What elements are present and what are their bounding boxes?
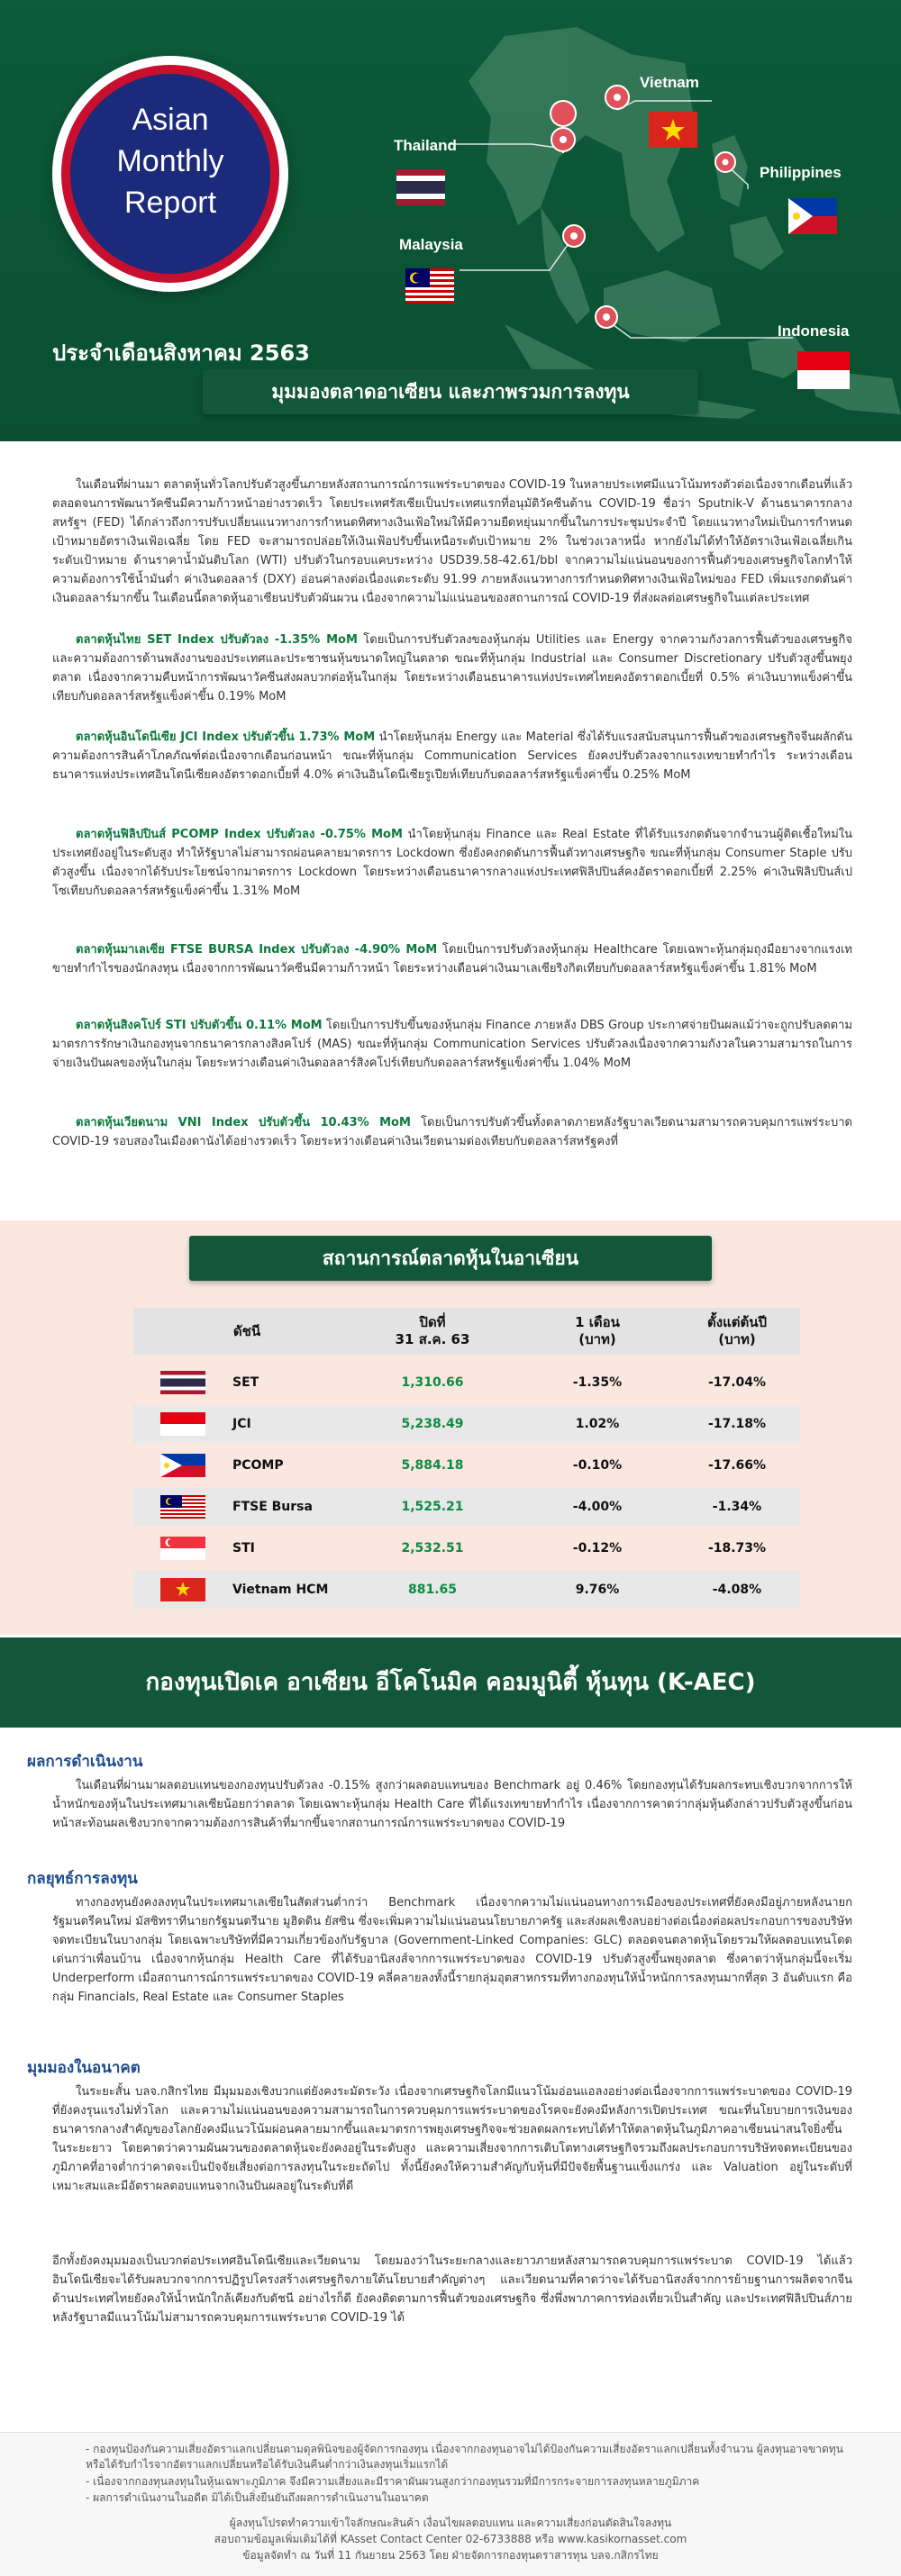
- label-thailand: Thailand: [394, 137, 457, 154]
- thailand-flag-icon: [160, 1371, 205, 1394]
- performance-paragraph: [52, 1776, 852, 1833]
- footer-note-1: - กองทุนป้องกันความเสี่ยงอัตราแลกเปลี่ยนตามดุลพินิจของผู้จัดการกองทุน เนื่องจากกองทุนอาจไม่ได้ป้องกันความเสี่ยงอัตราแลกเปลี่ยนทั้งจำนวน ผู้ลงทุนอาจขาดทุนหรือได้รับกำไรจากอัตราแลกเปลี่ยนหรือได้รับเงินคืนต่ำกว่าเงินลงทุนเริ่มแรกได้: [86, 2443, 843, 2471]
- footer-contact-2: สอบถามข้อมูลเพิ่มเติมได้ที่ KAsset Contact Center 02-6733888 หรือ www.kasikornasset.com: [214, 2533, 687, 2545]
- market-item-lead: ตลาดหุ้นเวียดนาม VNI Index ปรับตัวขึ้น 10.43% MoM: [76, 1116, 411, 1129]
- row-index-name: STI: [232, 1541, 255, 1556]
- indonesia-flag-icon: [160, 1412, 205, 1436]
- market-item-text: นำโดยหุ้นกลุ่ม Finance และ Real Estate ที่ได้รับแรงกดดันจากจำนวนผู้ติดเชื้อใหม่ในประเทศยังอยู่ในระดับสูง ทำให้รัฐบาลไม่สามารถผ่อนคลายมาตรการ Lockdown ซึ่งยังคงกดดันการฟื้นตัวทางเศรษฐกิจ ขณะที่หุ้นกลุ่ม Consumer Staple ปรับตัวสูงขึ้น เนื่องจากได้รับประโยชน์จากมาตรการ Lockdown โดยระหว่างเดือนธนาคารกลางแห่งประเทศฟิลิปปินส์คงอัตราดอกเบี้ยที่ 2.25% ค่าเงินฟิลิปปินส์เปโซเทียบกับดอลลาร์สหรัฐแข็งค่าขึ้น 1.31% MoM: [52, 828, 853, 898]
- row-ytd-value: -17.66%: [707, 1458, 767, 1473]
- row-close-value: 2,532.51: [401, 1541, 464, 1556]
- row-ytd-value: -17.18%: [707, 1417, 767, 1431]
- row-close-value: 1,310.66: [401, 1375, 464, 1390]
- row-index-name: PCOMP: [232, 1458, 284, 1473]
- outlook-text-2: อีกทั้งยังคงมุมมองเป็นบวกต่อประเทศอินโดนีเซียและเวียดนาม โดยมองว่าในระยะกลางและยาวภายหลังสามารถควบคุมการแพร่ระบาด COVID-19 ได้แล้ว อินโดนีเซียจะได้รับผลบวกจากการปฏิรูปโครงสร้างเศรษฐกิจภายใต้นโยบายสำคัญต่างๆ และเวียดนามที่คาดว่าจะได้รับอานิสงส์จากการย้ายฐานการผลิตจากจีน ด้านประเทศไทยยังคงให้น้ำหนักใกล้เคียงกับดัชนี อย่างไรก็ดี ยังคงติดตามการฟื้นตัวของเศรษฐกิจ ซึ่งพึ่งพาภาคการท่องเที่ยวเป็นสำคัญ และประเทศฟิลิปปินส์ภายหลังรัฐบาลมีแนวโน้มไม่สามารถควบคุมการแพร่ระบาด COVID-19 ได้: [52, 2254, 852, 2325]
- market-item-text: โดยเป็นการปรับตัวขึ้นทั้งตลาดภายหลังรัฐบาลเวียดนามสามารถควบคุมการแพร่ระบาด COVID-19 รอบสองในเมืองดานังได้อย่างรวดเร็ว โดยระหว่างเดือนค่าเงินเวียดนามด่องเทียบกับดอลลาร์สหรัฐคงที่: [52, 1116, 852, 1148]
- indonesia-flag-icon: [797, 351, 850, 389]
- col-ytd: ตั้งแต่ต้นปี (บาท): [707, 1314, 767, 1347]
- malaysia-flag-icon: [160, 1495, 205, 1519]
- thailand-flag-icon: [396, 169, 445, 205]
- report-badge: [52, 56, 288, 292]
- footer-note-3: - ผลการดำเนินงานในอดีต มิได้เป็นสิ่งยืนยันถึงผลการดำเนินงานในอนาคต: [86, 2491, 429, 2504]
- strategy-text: ทางกองทุนยังคงลงทุนในประเทศมาเลเซียในสัดส่วนต่ำกว่า Benchmark เนื่องจากความไม่แน่นอนทางการเมืองของประเทศที่ยังคงมีอยู่ภายหลังนายกรัฐมนตรีคนใหม่ มัสซิทราทีนายกรัฐมนตรีนาย มูฮิดดิน ยัสซิน ซึ่งจะเพิ่มความไม่แน่นอนนโยบายภาครัฐ และส่งผลเชิงลบอย่างต่อเนื่องต่อผลประกอบการของบริษัทจดทะเบียนในบางกลุ่ม โดยเฉพาะบริษัทที่มีความเกี่ยวข้องกับรัฐบาล (Government-Linked Companies: GLC) ตลอดจนตลาดหุ้นโดยรวมให้ผลตอบแทนโดดเด่นกว่าเพื่อนบ้าน เนื่องจากหุ้นกลุ่ม Health Care ที่ได้รับอานิสงส์จากการแพร่ระบาดของ COVID-19 ปรับตัวสูงขึ้นพยุงตลาด ซึ่งคาดว่าหุ้นกลุ่มนี้จะเริ่ม Underperform เมื่อสถานการณ์การแพร่ระบาดของ COVID-19 คลี่คลายลงทั้งนี้รายกลุ่มอุตสาหกรรมที่ทางกองทุนให้น้ำหนักการลงทุนมากที่สุด 3 อันดับแรก คือ กลุ่ม Financials, Real Estate และ Consumer Staples: [52, 1896, 852, 2004]
- row-ytd-value: -18.73%: [707, 1541, 767, 1556]
- singapore-flag-icon: [160, 1537, 205, 1560]
- row-close-value: 5,238.49: [401, 1417, 464, 1431]
- row-ytd-value: -4.08%: [712, 1583, 762, 1597]
- performance-heading: ผลการดำเนินงาน: [27, 1753, 143, 1771]
- report-badge-title: [52, 99, 288, 223]
- col-index: ดัชนี: [232, 1322, 261, 1339]
- footer-note-2: - เนื่องจากกองทุนลงทุนในหุ้นเฉพาะภูมิภาค จึงมีความเสี่ยงและมีราคาผันผวนสูงกว่ากองทุนรวมที่มีการกระจายการลงทุนหลายภูมิภาค: [86, 2475, 700, 2488]
- col-close: ปิดที่ 31 ส.ค. 63: [395, 1314, 470, 1347]
- market-item-singapore: [52, 1016, 852, 1073]
- outlook-paragraph-2: [52, 2252, 852, 2327]
- market-item-lead: ตลาดหุ้นอินโดนีเซีย JCI Index ปรับตัวขึ้น 1.73% MoM: [76, 730, 376, 744]
- market-item-vietnam: [52, 1113, 852, 1151]
- table-row-jci: [133, 1405, 800, 1443]
- outlook-paragraph-1: [52, 2082, 852, 2196]
- row-mom-value: -0.10%: [572, 1458, 623, 1473]
- outlook-text-1: ในระยะสั้น บลจ.กสิกรไทย มีมุมมองเชิงบวกแต่ยังคงระมัดระวัง เนื่องจากเศรษฐกิจโลกมีแนวโน้มอ่อนแอลงอย่างต่อเนื่องจากการแพร่ระบาดของ COVID-19 ที่ยังคงรุนแรงไม่ทั่วโลก และความไม่แน่นอนของความสามารถในการควบคุมการแพร่ระบาดของโรคจะยังคงมีหลังการเปิดประเทศ ขณะที่นโยบายการเงินของธนาคารกลางสำคัญของโลกยังคงมีแนวโน้มผ่อนคลายมากขึ้นและมาตรการพยุงเศรษฐกิจจะช่วยลดผลกระทบได้ทำให้ตลาดหุ้นในภูมิภาคอาเซียนน่าสนใจยิ่งขึ้นในระยะยาว โดยคาดว่าความผันผวนของตลาดหุ้นจะยังคงอยู่ในระดับสูง และความเสี่ยงจากการเติบโตทางเศรษฐกิจรวมถึงผลประกอบการบริษัทจดทะเบียนของภูมิภาคที่อาจต่ำกว่าคาดจะเป็นปัจจัยเสี่ยงต่อการลงทุนในระยะถัดไป ทั้งนี้ยังคงให้ความสำคัญกับหุ้นที่มีปัจจัยพื้นฐานแข็งแกร่ง และ Valuation อยู่ในระดับที่เหมาะสมและมีอัตราผลตอบแทนจากเงินปันผลอยู่ในระดับที่ดี: [52, 2085, 852, 2193]
- strategy-paragraph: [52, 1893, 852, 2007]
- market-item-lead: ตลาดหุ้นฟิลิปปินส์ PCOMP Index ปรับตัวลง -0.75% MoM: [76, 828, 403, 841]
- label-indonesia: Indonesia: [778, 322, 850, 340]
- row-close-value: 881.65: [407, 1583, 458, 1597]
- row-mom-value: -4.00%: [572, 1500, 623, 1514]
- row-ytd-value: -1.34%: [712, 1500, 762, 1514]
- footer-contact-1: ผู้ลงทุนโปรดทำความเข้าใจลักษณะสินค้า เงื่อนไขผลตอบแทน และความเสี่ยงก่อนตัดสินใจลงทุน: [229, 2517, 672, 2529]
- philippines-flag-icon: [788, 198, 837, 234]
- row-mom-value: 9.76%: [575, 1583, 620, 1597]
- market-view-header: มุมมองตลาดอาเซียน และภาพรวมการลงทุน: [203, 369, 698, 414]
- market-intro-text: ในเดือนที่ผ่านมา ตลาดหุ้นทั่วโลกปรับตัวสูงขึ้นภายหลังสถานการณ์การแพร่ระบาดของ COVID-19 ในหลายประเทศมีแนวโน้มทรงตัวต่อเนื่องจากเดือนที่แล้ว ตลอดจนการพัฒนาวัคซีนมีความก้าวหน้าอย่างรวดเร็ว โดยประเทศรัสเซียเป็นประเทศแรกที่อนุมัติวัคซีนต้าน COVID-19 ชื่อว่า Sputnik-V ด้านธนาคารกลางสหรัฐฯ (FED) ได้กล่าวถึงการปรับเปลี่ยนแนวทางการกำหนดทิศทางเงินเฟ้อใหม่ให้มีความยืดหยุ่นมากขึ้นในการประชุมประจำปี โดยแนวทางใหม่เป็นการกำหนดเป้าหมายอัตราเงินเฟ้อเฉลี่ย โดย FED จะสามารถปล่อยให้เงินเฟ้อปรับขึ้นเหนือระดับเป้าหมาย 2% ในช่วงเวลาหนึ่ง หากยังไม่ได้ทำให้อัตราเงินเฟ้อเฉลี่ยเกินระดับเป้าหมาย ด้านราคาน้ำมันดิบโลก (WTI) ปรับตัวในกรอบแคบระหว่าง USD39.58-42.61/bbl จากความไม่แน่นอนของการฟื้นตัวของเศรษฐกิจโลกทำให้ความต้องการใช้น้ำมันต่ำ ค่าเงินดอลลาร์ (DXY) อ่อนค่าลงต่อเนื่องแตะระดับ 91.99 ภายหลังแนวทางการกำหนดทิศทางเงินเฟ้อใหม่ของ FED เพิ่มแรงกดดันค่าเงินดอลลาร์มากขึ้น ในเดือนนี้ตลาดหุ้นอาเซียนปรับตัวผันผวน เนื่องจากความไม่แน่นอนของสถานการณ์ COVID-19 ที่ส่งผลต่อเศรษฐกิจในแต่ละประเทศ: [52, 478, 852, 605]
- footer: [0, 2432, 901, 2576]
- table-row-sti: [133, 1529, 800, 1567]
- row-mom-value: -0.12%: [572, 1541, 623, 1556]
- market-item-lead: ตลาดหุ้นไทย SET Index ปรับตัวลง -1.35% MoM: [76, 633, 358, 647]
- row-index-name: SET: [232, 1375, 259, 1390]
- market-item-text: โดยเป็นการปรับตัวลงหุ้นกลุ่ม Healthcare โดยเฉพาะหุ้นกลุ่มถุงมือยางจากแรงเทขายทำกำไรของนักลงทุน เนื่องจากการพัฒนาวัคซีนมีความก้าวหน้า โดยระหว่างเดือนค่าเงินมาเลเซียริงกิตเทียบกับดอลลาร์สหรัฐแข็งค่าขึ้น 1.81% MoM: [52, 943, 852, 975]
- fund-title: กองทุนเปิดเค อาเซียน อีโคโนมิค คอมมูนิตี้ หุ้นทุน (K-AEC): [145, 1669, 756, 1696]
- col-mom: 1 เดือน (บาท): [575, 1314, 620, 1347]
- badge-line-2: Monthly: [116, 144, 224, 178]
- row-mom-value: 1.02%: [575, 1417, 620, 1431]
- outlook-heading: มุมมองในอนาคต: [27, 2059, 141, 2077]
- report-date: ประจำเดือนสิงหาคม 2563: [52, 340, 310, 366]
- market-item-malaysia: [52, 940, 852, 978]
- table-row-vietnam-hcm: [133, 1571, 800, 1609]
- vietnam-flag-icon: [649, 112, 697, 148]
- market-item-thailand: [52, 630, 852, 706]
- badge-line-1: Asian: [132, 103, 209, 137]
- market-table-header: สถานการณ์ตลาดหุ้นในอาเซียน: [189, 1236, 712, 1281]
- row-close-value: 1,525.21: [401, 1500, 464, 1514]
- label-malaysia: Malaysia: [399, 236, 463, 253]
- market-item-lead: ตลาดหุ้นสิงคโปร์ STI ปรับตัวขึ้น 0.11% MoM: [76, 1019, 323, 1032]
- table-row-ftse-bursa: [133, 1488, 800, 1526]
- vietnam-flag-icon: [160, 1578, 205, 1601]
- row-close-value: 5,884.18: [401, 1458, 464, 1473]
- table-row-pcomp: [133, 1447, 800, 1484]
- philippines-flag-icon: [160, 1454, 205, 1477]
- row-index-name: Vietnam HCM: [232, 1583, 329, 1597]
- market-item-text: นำโดยหุ้นกลุ่ม Energy และ Material ซึ่งได้รับแรงสนับสนุนการฟื้นตัวของเศรษฐกิจจีนผลักดันความต้องการสินค้าโภคภัณฑ์ต่อเนื่องจากเดือนก่อนหน้า ขณะที่หุ้นกลุ่ม Communication Services ยังคงปรับตัวลงจากแรงเทขายทำกำไร ระหว่างเดือนธนาคารแห่งประเทศอินโดนีเซียคงอัตราดอกเบี้ยที่ 4.0% ค่าเงินอินโดนีเซียรูเปียห์เทียบกับดอลลาร์สหรัฐแข็งค่าขึ้น 0.25% MoM: [52, 730, 852, 782]
- fund-banner: [0, 1637, 901, 1728]
- table-row-set: [133, 1364, 800, 1401]
- row-ytd-value: -17.04%: [707, 1375, 767, 1390]
- footer-contact-3: ข้อมูลจัดทำ ณ วันที่ 11 กันยายน 2563 โดย ฝ่ายจัดการกองทุนตราสารทุน บลจ.กสิกรไทย: [242, 2549, 659, 2562]
- market-item-philippines: [52, 825, 852, 901]
- market-item-text: โดยเป็นการปรับขึ้นของหุ้นกลุ่ม Finance ภายหลัง DBS Group ประกาศจ่ายปันผลแม้ว่าจะถูกปรับลดตามมาตรการรักษาเงินกองทุนจากธนาคารกลางสิงคโปร์ (MAS) ขณะที่หุ้นกลุ่ม Communication Services ปรับตัวลงเนื่องจากความกังวลในความสามารถในการจ่ายเงินปันผลของหุ้นในกลุ่ม โดยระหว่างเดือนค่าเงินดอลลาร์สิงคโปร์เทียบกับดอลลาร์สหรัฐแข็งค่าขึ้น 1.04% MoM: [52, 1019, 852, 1070]
- row-index-name: JCI: [232, 1417, 251, 1431]
- market-item-text: โดยเป็นการปรับตัวลงของหุ้นกลุ่ม Utilities และ Energy จากความกังวลการฟื้นตัวของเศรษฐกิจและความต้องการด้านพลังงานของประเทศและประชาชนหุ้นขนาดใหญ่ในตลาด ขณะที่หุ้นกลุ่ม Industrial และ Consumer Discretionary ปรับตัวสูงขึ้นพยุงตลาด เนื่องจากความคืบหน้าการพัฒนาวัคซีนส่งผลบวกต่อหุ้นในกลุ่ม โดยระหว่างเดือนธนาคารแห่งประเทศไทยคงอัตราดอกเบี้ยที่ 0.5% ค่าเงินบาทแข็งค่าขึ้นเทียบกับดอลลาร์สหรัฐแข็งค่าขึ้น 0.19% MoM: [52, 633, 852, 703]
- strategy-heading: กลยุทธ์การลงทุน: [27, 1870, 138, 1888]
- badge-line-3: Report: [123, 186, 217, 220]
- performance-text: ในเดือนที่ผ่านมาผลตอบแทนของกองทุนปรับตัวลง -0.15% สูงกว่าผลตอบแทนของ Benchmark อยู่ 0.46% โดยกองทุนได้รับผลกระทบเชิงบวกจากการให้น้ำหนักของหุ้นในประเทศมาเลเซียน้อยกว่าตลาด โดยเฉพาะหุ้นกลุ่ม Health Care ที่ได้แรงเทขายทำกำไร เนื่องจากการคาดว่ากลุ่มหุ้นดังกล่าวปรับตัวสูงขึ้นก่อนหน้าสะท้อนผลเชิงบวกจากความต้องการสินค้าที่มากขึ้นจากสถานการณ์การแพร่ระบาดของ COVID-19: [52, 1779, 852, 1830]
- row-index-name: FTSE Bursa: [232, 1500, 313, 1514]
- market-item-lead: ตลาดหุ้นมาเลเซีย FTSE BURSA Index ปรับตัวลง -4.90% MoM: [76, 943, 438, 957]
- row-mom-value: -1.35%: [572, 1375, 623, 1390]
- market-item-indonesia: [52, 728, 852, 785]
- market-intro-paragraph: [52, 476, 852, 608]
- label-vietnam: Vietnam: [640, 74, 699, 91]
- malaysia-flag-icon: [405, 268, 454, 304]
- label-philippines: Philippines: [760, 164, 842, 181]
